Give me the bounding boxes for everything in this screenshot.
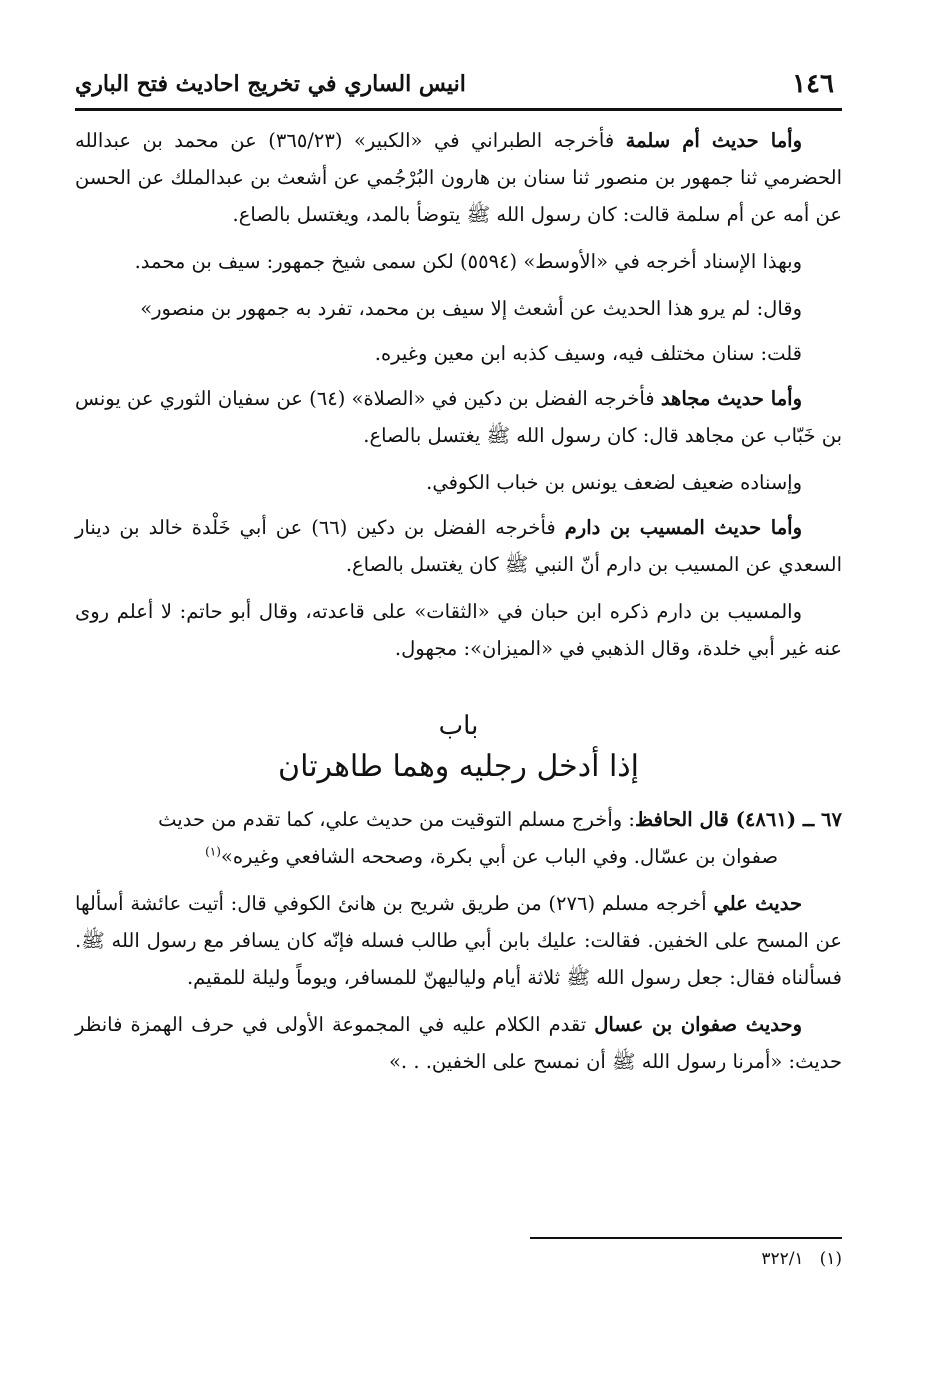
paragraph-umm-salama bbox=[75, 122, 842, 233]
paragraph-lead: وحديث صفوان بن عسال bbox=[594, 1013, 802, 1036]
entry-line-2-wrap bbox=[75, 838, 842, 875]
paragraph-thiqat bbox=[75, 593, 842, 667]
footnote-text: ٣٢٢/١ bbox=[761, 1249, 804, 1269]
paragraph-safwan bbox=[75, 1006, 842, 1080]
paragraph-ali bbox=[75, 885, 842, 996]
paragraph-text: والمسيب بن دارم ذكره ابن حبان في «الثقات» على قاعدته، وقال أبو حاتم: لا أعلم روى عنه غير أبي خلدة، وقال الذهبي في «الميزان»: مجهول. bbox=[75, 600, 842, 660]
footnote bbox=[75, 1244, 842, 1274]
paragraph-quote bbox=[75, 290, 842, 327]
paragraph-isnad bbox=[75, 464, 842, 501]
hadith-entry-67 bbox=[75, 801, 842, 875]
paragraph-note bbox=[75, 335, 842, 372]
paragraph-lead: وأما حديث مجاهد bbox=[660, 387, 802, 410]
paragraph-text: فأخرجه الفضل بن دكين (٦٦) عن أبي خَلْدة خالد بن دينار السعدي عن المسيب بن دارم أنّ النبي ﷺ كان يغتسل بالصاع. bbox=[75, 516, 842, 576]
entry-speaker: قال الحافظ bbox=[634, 808, 729, 831]
paragraph-mujahid bbox=[75, 380, 842, 454]
paragraph-lead: حديث علي bbox=[713, 892, 803, 915]
paragraph-text: أخرجه مسلم (٢٧٦) من طريق شريح بن هانئ الكوفي قال: أتيت عائشة أسألها عن المسح على الخفين. فقالت: عليك بابن أبي طالب فسله فإنّه كان يسافر مع رسول الله ﷺ. فسألناه فقال: جعل رسول الله ﷺ ثلاثة أيام ولياليهنّ للمسافر، ويوماً وليلة للمقيم. bbox=[75, 892, 842, 989]
paragraph-text: وبهذا الإسناد أخرجه في «الأوسط» (٥٥٩٤) لكن سمى شيخ جمهور: سيف بن محمد. bbox=[134, 250, 802, 273]
footnote-marker: (١) bbox=[819, 1249, 842, 1269]
entry-line-2: صفوان بن عسّال. وفي الباب عن أبي بكرة، وصححه الشافعي وغيره» bbox=[220, 845, 778, 868]
paragraph-text: تقدم الكلام عليه في المجموعة الأولى في حرف الهمزة فانظر حديث: «أمرنا رسول الله ﷺ أن نمسح على الخفين. . .» bbox=[75, 1013, 842, 1073]
paragraph-text: قلت: سنان مختلف فيه، وسيف كذبه ابن معين وغيره. bbox=[374, 342, 802, 365]
paragraph-lead: وأما حديث أم سلمة bbox=[625, 129, 803, 152]
header-rule bbox=[75, 108, 842, 111]
page-body bbox=[75, 122, 842, 1090]
footnote-ref[interactable]: (١) bbox=[205, 844, 221, 859]
entry-line-1: : وأخرج مسلم التوقيت من حديث علي، كما تقدم من حديث bbox=[158, 808, 635, 831]
entry-ref: (٤٨٦١) bbox=[728, 808, 803, 831]
paragraph-text: فأخرجه الفضل بن دكين في «الصلاة» (٦٤) عن سفيان الثوري عن يونس بن خَبّاب عن مجاهد قال: كان رسول الله ﷺ يغتسل بالصاع. bbox=[75, 387, 842, 447]
chapter-title: إذا أدخل رجليه وهما طاهرتان bbox=[278, 749, 639, 784]
paragraph-text: وقال: لم يرو هذا الحديث عن أشعث إلا سيف بن محمد، تفرد به جمهور بن منصور» bbox=[140, 297, 802, 320]
paragraph-lead: وأما حديث المسيب بن دارم bbox=[564, 516, 802, 539]
page-header bbox=[75, 62, 842, 106]
paragraph-text: وإسناده ضعيف لضعف يونس بن خباب الكوفي. bbox=[426, 471, 802, 494]
paragraph-text: فأخرجه الطبراني في «الكبير» (٣٦٥/٢٣) عن محمد بن عبدالله الحضرمي ثنا جمهور بن منصور ثنا سنان بن هارون البُرْجُمي عن أشعث بن عبدالملك عن الحسن عن أمه عن أم سلمة قالت: كان رسول الله ﷺ يتوضأ بالمد، ويغتسل بالصاع. bbox=[75, 129, 842, 226]
footnote-rule bbox=[530, 1237, 842, 1239]
page-number: ١٤٦ bbox=[792, 69, 834, 99]
chapter-heading bbox=[75, 707, 842, 789]
running-title: انيس الساري في تخريج احاديث فتح الباري bbox=[75, 71, 466, 97]
paragraph-awsat bbox=[75, 243, 842, 280]
entry-number: ٦٧ ــ bbox=[802, 808, 842, 831]
chapter-label: باب bbox=[438, 711, 479, 741]
paragraph-musayyab bbox=[75, 509, 842, 583]
